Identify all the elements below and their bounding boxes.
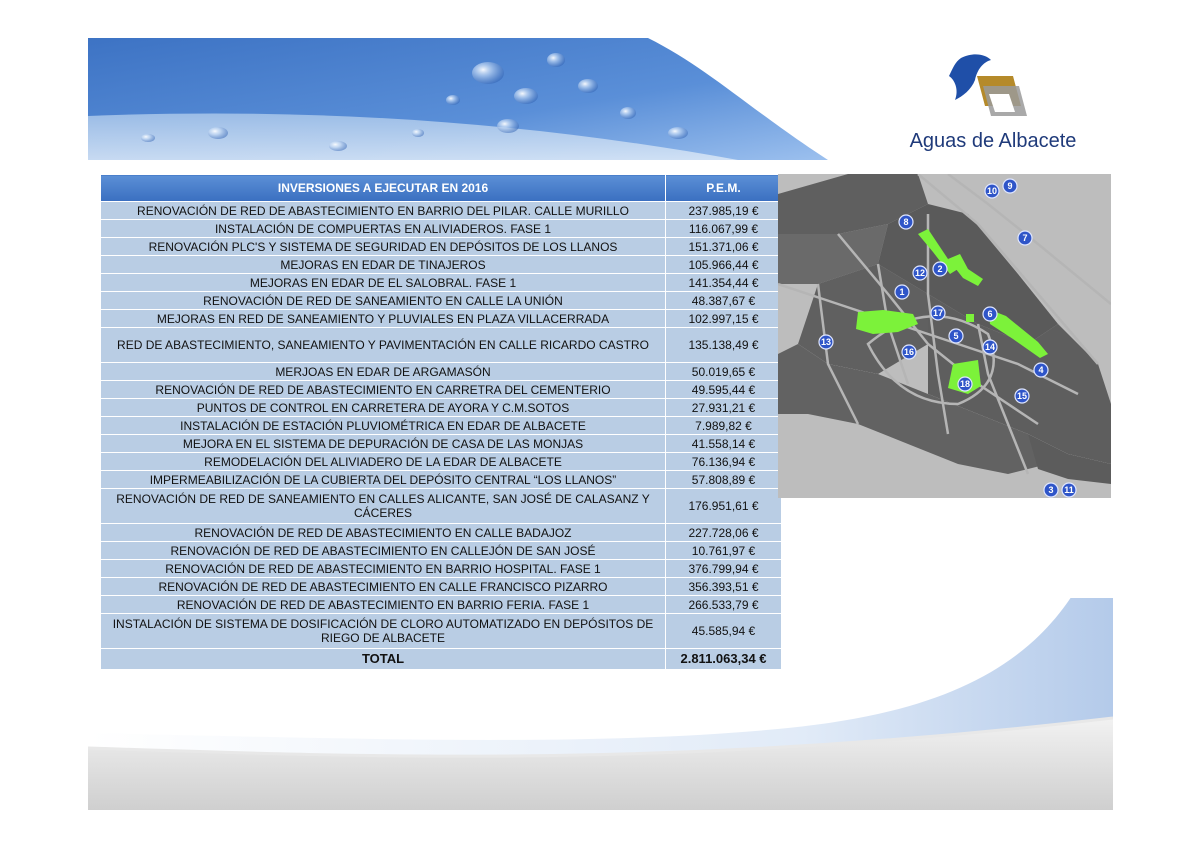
table-row xyxy=(101,417,782,435)
row-pem: 135.138,49 € xyxy=(666,328,782,363)
row-concept: RENOVACIÓN DE RED DE SANEAMIENTO EN CALLES ALICANTE, SAN JOSÉ DE CALASANZ Y CÁCERES xyxy=(101,489,666,524)
svg-text:4: 4 xyxy=(1038,365,1044,375)
row-concept: REMODELACIÓN DEL ALIVIADERO DE LA EDAR DE ALBACETE xyxy=(101,453,666,471)
svg-text:15: 15 xyxy=(1016,391,1028,401)
svg-text:7: 7 xyxy=(1022,233,1028,243)
row-pem: 41.558,14 € xyxy=(666,435,782,453)
svg-text:10: 10 xyxy=(986,186,998,196)
row-pem: 10.761,97 € xyxy=(666,542,782,560)
table-row xyxy=(101,310,782,328)
brand-logo xyxy=(893,50,1093,160)
marker-6 xyxy=(983,307,997,321)
row-concept: PUNTOS DE CONTROL EN CARRETERA DE AYORA Y C.M.SOTOS xyxy=(101,399,666,417)
table-row xyxy=(101,435,782,453)
logo-icon xyxy=(893,50,1093,130)
row-pem: 176.951,61 € xyxy=(666,489,782,524)
marker-13 xyxy=(819,335,833,349)
row-pem: 76.136,94 € xyxy=(666,453,782,471)
row-concept: IMPERMEABILIZACIÓN DE LA CUBIERTA DEL DEPÓSITO CENTRAL “LOS LLANOS” xyxy=(101,471,666,489)
marker-14 xyxy=(983,340,997,354)
table-row xyxy=(101,524,782,542)
investments-table-wrap xyxy=(100,174,781,670)
table-header-row xyxy=(101,175,782,202)
row-concept: RENOVACIÓN DE RED DE ABASTECIMIENTO EN CARRETRA DEL CEMENTERIO xyxy=(101,381,666,399)
svg-text:6: 6 xyxy=(987,309,993,319)
svg-text:8: 8 xyxy=(903,217,909,227)
svg-text:14: 14 xyxy=(984,342,996,352)
row-concept: RENOVACIÓN DE RED DE ABASTECIMIENTO EN BARRIO DEL PILAR. CALLE MURILLO xyxy=(101,202,666,220)
marker-4 xyxy=(1034,363,1048,377)
svg-text:5: 5 xyxy=(953,331,959,341)
row-concept: INSTALACIÓN DE COMPUERTAS EN ALIVIADEROS. FASE 1 xyxy=(101,220,666,238)
svg-text:17: 17 xyxy=(932,308,944,318)
row-pem: 141.354,44 € xyxy=(666,274,782,292)
row-concept: RENOVACIÓN DE RED DE ABASTECIMIENTO EN CALLE FRANCISCO PIZARRO xyxy=(101,578,666,596)
svg-text:11: 11 xyxy=(1064,485,1074,495)
svg-text:13: 13 xyxy=(820,337,832,347)
marker-15 xyxy=(1015,389,1029,403)
investments-table xyxy=(100,174,782,670)
row-pem: 227.728,06 € xyxy=(666,524,782,542)
table-row xyxy=(101,578,782,596)
row-concept: RENOVACIÓN DE RED DE SANEAMIENTO EN CALLE LA UNIÓN xyxy=(101,292,666,310)
bottom-decoration xyxy=(88,598,1113,810)
row-pem: 266.533,79 € xyxy=(666,596,782,614)
row-concept: MERJOAS EN EDAR DE ARGAMASÓN xyxy=(101,363,666,381)
table-row xyxy=(101,542,782,560)
marker-18 xyxy=(958,377,972,391)
total-pem: 2.811.063,34 € xyxy=(666,649,782,670)
row-pem: 57.808,89 € xyxy=(666,471,782,489)
table-row xyxy=(101,489,782,524)
marker-1 xyxy=(895,285,909,299)
row-pem: 102.997,15 € xyxy=(666,310,782,328)
table-row xyxy=(101,220,782,238)
row-pem: 49.595,44 € xyxy=(666,381,782,399)
table-row xyxy=(101,453,782,471)
table-row xyxy=(101,328,782,363)
row-pem: 27.931,21 € xyxy=(666,399,782,417)
row-concept: MEJORAS EN RED DE SANEAMIENTO Y PLUVIALES EN PLAZA VILLACERRADA xyxy=(101,310,666,328)
city-map xyxy=(778,174,1111,498)
table-row xyxy=(101,202,782,220)
slide xyxy=(88,38,1113,810)
svg-text:3: 3 xyxy=(1048,485,1054,495)
row-concept: INSTALACIÓN DE ESTACIÓN PLUVIOMÉTRICA EN EDAR DE ALBACETE xyxy=(101,417,666,435)
marker-11 xyxy=(1062,483,1076,497)
row-pem: 50.019,65 € xyxy=(666,363,782,381)
svg-text:1: 1 xyxy=(899,287,905,297)
row-concept: INSTALACIÓN DE SISTEMA DE DOSIFICACIÓN DE CLORO AUTOMATIZADO EN DEPÓSITOS DE RIEGO DE ALBACETE xyxy=(101,614,666,649)
table-row xyxy=(101,363,782,381)
svg-text:18: 18 xyxy=(959,379,971,389)
row-pem: 151.371,06 € xyxy=(666,238,782,256)
table-row xyxy=(101,292,782,310)
marker-2 xyxy=(933,262,947,276)
row-concept: RENOVACIÓN PLC'S Y SISTEMA DE SEGURIDAD EN DEPÓSITOS DE LOS LLANOS xyxy=(101,238,666,256)
row-concept: MEJORAS EN EDAR DE TINAJEROS xyxy=(101,256,666,274)
row-concept: RED DE ABASTECIMIENTO, SANEAMIENTO Y PAVIMENTACIÓN EN CALLE RICARDO CASTRO xyxy=(101,328,666,363)
svg-text:16: 16 xyxy=(903,347,915,357)
marker-9 xyxy=(1003,179,1017,193)
row-pem: 105.966,44 € xyxy=(666,256,782,274)
header-concept: INVERSIONES A EJECUTAR EN 2016 xyxy=(101,175,666,202)
marker-12 xyxy=(913,266,927,280)
marker-10 xyxy=(985,184,999,198)
row-concept: MEJORAS EN EDAR DE EL SALOBRAL. FASE 1 xyxy=(101,274,666,292)
row-pem: 376.799,94 € xyxy=(666,560,782,578)
marker-8 xyxy=(899,215,913,229)
svg-text:9: 9 xyxy=(1007,181,1013,191)
row-concept: RENOVACIÓN DE RED DE ABASTECIMIENTO EN CALLE BADAJOZ xyxy=(101,524,666,542)
marker-7 xyxy=(1018,231,1032,245)
row-concept: RENOVACIÓN DE RED DE ABASTECIMIENTO EN BARRIO FERIA. FASE 1 xyxy=(101,596,666,614)
svg-text:12: 12 xyxy=(914,268,926,278)
table-row xyxy=(101,471,782,489)
table-row xyxy=(101,399,782,417)
marker-5 xyxy=(949,329,963,343)
marker-17 xyxy=(931,306,945,320)
row-pem: 45.585,94 € xyxy=(666,614,782,649)
row-concept: MEJORA EN EL SISTEMA DE DEPURACIÓN DE CASA DE LAS MONJAS xyxy=(101,435,666,453)
table-row xyxy=(101,274,782,292)
total-label: TOTAL xyxy=(101,649,666,670)
marker-3 xyxy=(1044,483,1058,497)
water-drops-banner xyxy=(88,38,828,160)
svg-text:2: 2 xyxy=(937,264,943,274)
row-pem: 48.387,67 € xyxy=(666,292,782,310)
table-row xyxy=(101,238,782,256)
row-pem: 356.393,51 € xyxy=(666,578,782,596)
table-row xyxy=(101,560,782,578)
row-pem: 116.067,99 € xyxy=(666,220,782,238)
row-pem: 7.989,82 € xyxy=(666,417,782,435)
table-row xyxy=(101,381,782,399)
brand-name: Aguas de Albacete xyxy=(909,130,1077,152)
row-concept: RENOVACIÓN DE RED DE ABASTECIMIENTO EN CALLEJÓN DE SAN JOSÉ xyxy=(101,542,666,560)
row-concept: RENOVACIÓN DE RED DE ABASTECIMIENTO EN BARRIO HOSPITAL. FASE 1 xyxy=(101,560,666,578)
header-pem: P.E.M. xyxy=(666,175,782,202)
table-row xyxy=(101,256,782,274)
row-pem: 237.985,19 € xyxy=(666,202,782,220)
marker-16 xyxy=(902,345,916,359)
